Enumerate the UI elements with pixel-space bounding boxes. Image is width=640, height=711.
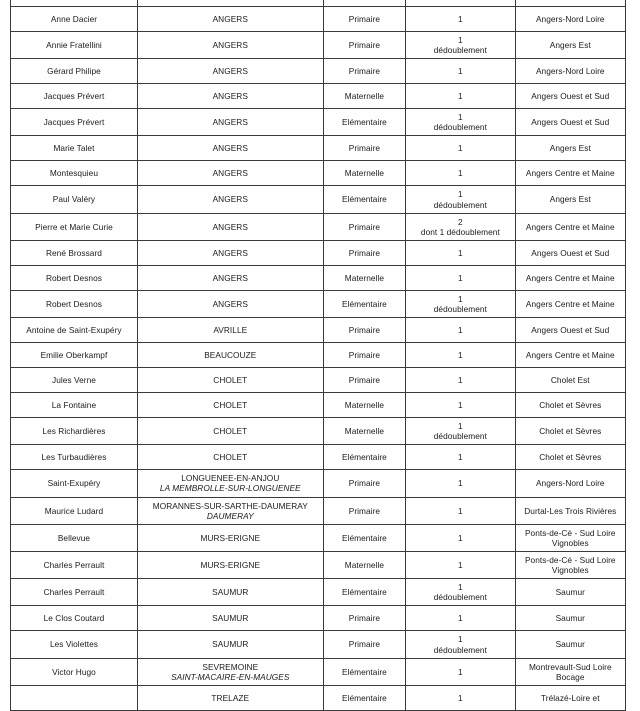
cell-school-level: Primaire <box>323 343 406 368</box>
cell-class-count <box>406 343 515 368</box>
table-row <box>11 393 626 418</box>
cell-school-level: Elémentaire <box>323 524 406 551</box>
cell-class-count <box>406 161 515 186</box>
class-count-value: 1 <box>458 478 463 489</box>
cell-school-level: Primaire <box>323 470 406 497</box>
cell-commune <box>137 290 323 317</box>
class-count-value: 1 <box>458 247 463 258</box>
table-row <box>11 290 626 317</box>
cell-district: Ponts-de-Cé - Sud Loire Vignobles <box>515 524 625 551</box>
class-count-value: 1 <box>458 35 463 45</box>
schools-table-body <box>11 0 626 710</box>
cell-school-name: Robert Desnos <box>11 265 138 290</box>
commune-former-name: LA MEMBROLLE-SUR-LONGUENEE <box>159 483 301 494</box>
commune-main: SAUMUR <box>212 613 249 624</box>
cell-district: Angers Ouest et Sud <box>515 109 625 136</box>
cell-school-level: Maternelle <box>323 265 406 290</box>
table-row <box>11 445 626 470</box>
cell-commune <box>137 318 323 343</box>
commune-former-name: SAINT-MACAIRE-EN-MAUGES <box>171 671 290 682</box>
cell-school-name: Gérard Philipe <box>11 59 138 84</box>
table-row <box>11 658 626 685</box>
cell-class-count <box>406 470 515 497</box>
class-count-value: 1 <box>458 375 463 386</box>
table-row <box>11 606 626 631</box>
cell-school-name: Annie Fratellini <box>11 32 138 59</box>
cell-school-level: Primaire <box>323 497 406 524</box>
cell-district: Angers-Nord Loire <box>515 59 625 84</box>
table-row <box>11 551 626 578</box>
cell-commune <box>137 240 323 265</box>
class-count-value: 1 <box>458 634 463 645</box>
cell-class-count <box>406 551 515 578</box>
cell-commune <box>137 213 323 240</box>
class-count-value: 1 <box>458 421 463 432</box>
cell-school-level: Elémentaire <box>323 658 406 685</box>
class-count-value: 1 <box>458 293 463 304</box>
commune-main: MURS-ERIGNE <box>200 560 261 571</box>
cell-class-count <box>406 32 515 59</box>
cell-district: Cholet et Sèvres <box>515 418 625 445</box>
cell-school-name: Les Richardières <box>11 418 138 445</box>
class-count-note: dont 1 dédoublement <box>420 226 500 237</box>
table-row <box>11 136 626 161</box>
commune-main: ANGERS <box>212 143 248 154</box>
class-count-value: 1 <box>458 112 463 123</box>
table-row <box>11 59 626 84</box>
class-count-value: 1 <box>458 692 463 703</box>
table-row <box>11 318 626 343</box>
commune-main: CHOLET <box>213 400 248 411</box>
cell-commune <box>137 161 323 186</box>
cell-school-name: Les Turbaudières <box>11 445 138 470</box>
cell-commune <box>137 32 323 59</box>
cell-class-count <box>406 290 515 317</box>
cell-class-count <box>406 213 515 240</box>
cell-school-level: Maternelle <box>323 161 406 186</box>
cell-district: Cholet Est <box>515 368 625 393</box>
commune-former-name: DAUMERAY <box>206 510 254 521</box>
cell-school-level: Elémentaire <box>323 685 406 710</box>
table-row <box>11 343 626 368</box>
cell-school-level: Elémentaire <box>323 445 406 470</box>
cell-class-count <box>406 658 515 685</box>
class-count-note: dédoublement <box>433 303 487 314</box>
commune-main: MORANNES-SUR-SARTHE-DAUMERAY <box>152 500 308 511</box>
table-row <box>11 579 626 606</box>
cell-school-level: Elémentaire <box>323 109 406 136</box>
cell-school-level: Primaire <box>323 32 406 59</box>
cell-school-level: Primaire <box>323 59 406 84</box>
commune-main: CHOLET <box>213 452 248 463</box>
cell-district: Angers Centre et Maine <box>515 343 625 368</box>
cell-class-count <box>406 240 515 265</box>
commune-main: ANGERS <box>212 168 248 179</box>
cell-class-count <box>406 631 515 658</box>
cell-district: Angers Ouest et Sud <box>515 240 625 265</box>
class-count-note: dédoublement <box>433 431 487 442</box>
cell-school-level: Primaire <box>323 240 406 265</box>
class-count-note: dédoublement <box>433 592 487 603</box>
cell-class-count <box>406 368 515 393</box>
cell-commune <box>137 470 323 497</box>
cell-district: Trélazé-Loire et <box>515 685 625 710</box>
commune-main: SEVREMOINE <box>202 661 259 672</box>
table-row <box>11 109 626 136</box>
cell-class-count <box>406 524 515 551</box>
cell-school-name: Pierre et Marie Curie <box>11 213 138 240</box>
commune-main: CHOLET <box>213 426 248 437</box>
cell-commune <box>137 59 323 84</box>
commune-main: CHOLET <box>213 375 248 386</box>
cell-district: Angers Est <box>515 32 625 59</box>
cell-commune <box>137 368 323 393</box>
cell-commune <box>137 265 323 290</box>
cell-class-count <box>406 265 515 290</box>
table-row <box>11 418 626 445</box>
cell-district: Angers Centre et Maine <box>515 213 625 240</box>
cell-class-count <box>406 579 515 606</box>
table-row <box>11 470 626 497</box>
cell-district: Angers Est <box>515 136 625 161</box>
cell-school-name: Saint-Exupéry <box>11 470 138 497</box>
cell-class-count <box>406 318 515 343</box>
class-count-value: 1 <box>458 143 463 154</box>
cell-district: Angers Centre et Maine <box>515 265 625 290</box>
class-count-value: 1 <box>458 532 463 543</box>
cell-district: Angers Ouest et Sud <box>515 84 625 109</box>
commune-main: ANGERS <box>212 272 248 283</box>
class-count-value: 1 <box>458 272 463 283</box>
cell-commune <box>137 109 323 136</box>
commune-main: TRELAZE <box>211 692 250 703</box>
cell-class-count <box>406 606 515 631</box>
cell-school-name: René Brossard <box>11 240 138 265</box>
cell-school-name: Charles Perrault <box>11 579 138 606</box>
cell-district: Angers-Nord Loire <box>515 7 625 32</box>
cell-school-name: Jules Verne <box>11 368 138 393</box>
table-row <box>11 524 626 551</box>
cell-school-name: Marie Talet <box>11 136 138 161</box>
cell-class-count <box>406 186 515 213</box>
cell-school-name: Robert Desnos <box>11 290 138 317</box>
cell-class-count <box>406 497 515 524</box>
class-count-value: 1 <box>458 168 463 179</box>
commune-main: ANGERS <box>212 117 248 128</box>
class-count-value: 1 <box>458 560 463 571</box>
commune-main: ANGERS <box>212 194 248 205</box>
cell-district: Saumur <box>515 606 625 631</box>
cell-school-name: Emilie Oberkampf <box>11 343 138 368</box>
class-count-note: dédoublement <box>433 122 487 133</box>
cell-commune <box>137 524 323 551</box>
cell-school-name: Antoine de Saint-Exupéry <box>11 318 138 343</box>
class-count-value: 1 <box>458 613 463 624</box>
cell-school-name <box>11 685 138 710</box>
cell-commune <box>137 186 323 213</box>
commune-main: ANGERS <box>212 298 248 309</box>
cell-district: Saumur <box>515 631 625 658</box>
cell-class-count <box>406 109 515 136</box>
cell-commune <box>137 579 323 606</box>
cell-school-level: Primaire <box>323 368 406 393</box>
cell-district: Angers Centre et Maine <box>515 161 625 186</box>
table-row <box>11 32 626 59</box>
commune-main: AVRILLE <box>213 325 248 336</box>
table-row <box>11 685 626 710</box>
commune-main: LONGUENEE-EN-ANJOU <box>181 473 280 484</box>
cell-school-level: Primaire <box>323 213 406 240</box>
commune-main: ANGERS <box>212 91 248 102</box>
class-count-value: 1 <box>458 13 463 24</box>
cell-district: Saumur <box>515 579 625 606</box>
table-row <box>11 161 626 186</box>
class-count-value: 1 <box>458 400 463 411</box>
cell-school-level: Primaire <box>323 631 406 658</box>
commune-main: ANGERS <box>212 13 248 24</box>
class-count-note: dédoublement <box>433 45 487 56</box>
cell-school-name: Les Violettes <box>11 631 138 658</box>
commune-main: ANGERS <box>212 66 248 77</box>
cell-district: Angers Centre et Maine <box>515 290 625 317</box>
cell-class-count <box>406 136 515 161</box>
class-count-value: 1 <box>458 91 463 102</box>
cell-district: Angers Est <box>515 186 625 213</box>
class-count-value: 1 <box>458 582 463 593</box>
cell-district: Angers Ouest et Sud <box>515 318 625 343</box>
cell-school-name: Paul Valéry <box>11 186 138 213</box>
cell-school-level: Primaire <box>323 7 406 32</box>
cell-commune <box>137 685 323 710</box>
cell-class-count <box>406 59 515 84</box>
cell-school-level: Primaire <box>323 318 406 343</box>
cell-district: Angers-Nord Loire <box>515 470 625 497</box>
class-count-value: 1 <box>458 189 463 200</box>
cell-class-count <box>406 7 515 32</box>
cell-district: Cholet et Sèvres <box>515 393 625 418</box>
cell-commune <box>137 7 323 32</box>
commune-main: MURS-ERIGNE <box>200 532 261 543</box>
cell-district: Durtal-Les Trois Rivières <box>515 497 625 524</box>
cell-school-level: Primaire <box>323 606 406 631</box>
cell-school-level: Maternelle <box>323 418 406 445</box>
cell-commune <box>137 606 323 631</box>
cell-commune <box>137 343 323 368</box>
class-count-value: 2 <box>458 216 463 227</box>
cell-school-level: Elémentaire <box>323 290 406 317</box>
cell-school-name: Anne Dacier <box>11 7 138 32</box>
cell-commune <box>137 393 323 418</box>
commune-main: BEAUCOUZE <box>204 350 257 361</box>
cell-school-name: Le Clos Coutard <box>11 606 138 631</box>
cell-commune <box>137 658 323 685</box>
cell-class-count <box>406 685 515 710</box>
cell-school-name: Jacques Prévert <box>11 84 138 109</box>
table-row <box>11 7 626 32</box>
class-count-value: 1 <box>458 452 463 463</box>
cell-school-name: Jacques Prévert <box>11 109 138 136</box>
cell-school-name: Maurice Ludard <box>11 497 138 524</box>
cell-commune <box>137 84 323 109</box>
table-row <box>11 497 626 524</box>
cell-school-level: Primaire <box>323 136 406 161</box>
cell-school-level: Maternelle <box>323 84 406 109</box>
table-row <box>11 631 626 658</box>
cell-district: Ponts-de-Cé - Sud Loire Vignobles <box>515 551 625 578</box>
table-row <box>11 186 626 213</box>
cell-commune <box>137 631 323 658</box>
cell-school-name: La Fontaine <box>11 393 138 418</box>
commune-main: SAUMUR <box>212 587 249 598</box>
cell-commune <box>137 445 323 470</box>
class-count-value: 1 <box>458 350 463 361</box>
class-count-value: 1 <box>458 66 463 77</box>
cell-school-level: Elémentaire <box>323 186 406 213</box>
cell-commune <box>137 136 323 161</box>
table-row <box>11 84 626 109</box>
cell-commune <box>137 497 323 524</box>
cell-school-level: Maternelle <box>323 551 406 578</box>
cell-class-count <box>406 418 515 445</box>
class-count-note: dédoublement <box>433 199 487 210</box>
class-count-value: 1 <box>458 505 463 516</box>
table-row <box>11 265 626 290</box>
cell-school-name: Charles Perrault <box>11 551 138 578</box>
cell-commune <box>137 418 323 445</box>
commune-main: ANGERS <box>212 247 248 258</box>
cell-school-name: Bellevue <box>11 524 138 551</box>
schools-table <box>10 0 626 711</box>
class-count-note: dédoublement <box>433 644 487 655</box>
commune-main: ANGERS <box>212 40 248 51</box>
class-count-value: 1 <box>458 666 463 677</box>
table-row <box>11 213 626 240</box>
commune-main: ANGERS <box>212 221 248 232</box>
cell-school-level: Maternelle <box>323 393 406 418</box>
cell-commune <box>137 551 323 578</box>
cell-class-count <box>406 393 515 418</box>
cell-district: Cholet et Sèvres <box>515 445 625 470</box>
cell-class-count <box>406 445 515 470</box>
table-row <box>11 368 626 393</box>
class-count-value: 1 <box>458 325 463 336</box>
cell-class-count <box>406 84 515 109</box>
table-row <box>11 240 626 265</box>
cell-school-level: Elémentaire <box>323 579 406 606</box>
commune-main: SAUMUR <box>212 639 249 650</box>
cell-school-name: Victor Hugo <box>11 658 138 685</box>
cell-school-name: Montesquieu <box>11 161 138 186</box>
cell-district: Montrevault-Sud Loire Bocage <box>515 658 625 685</box>
